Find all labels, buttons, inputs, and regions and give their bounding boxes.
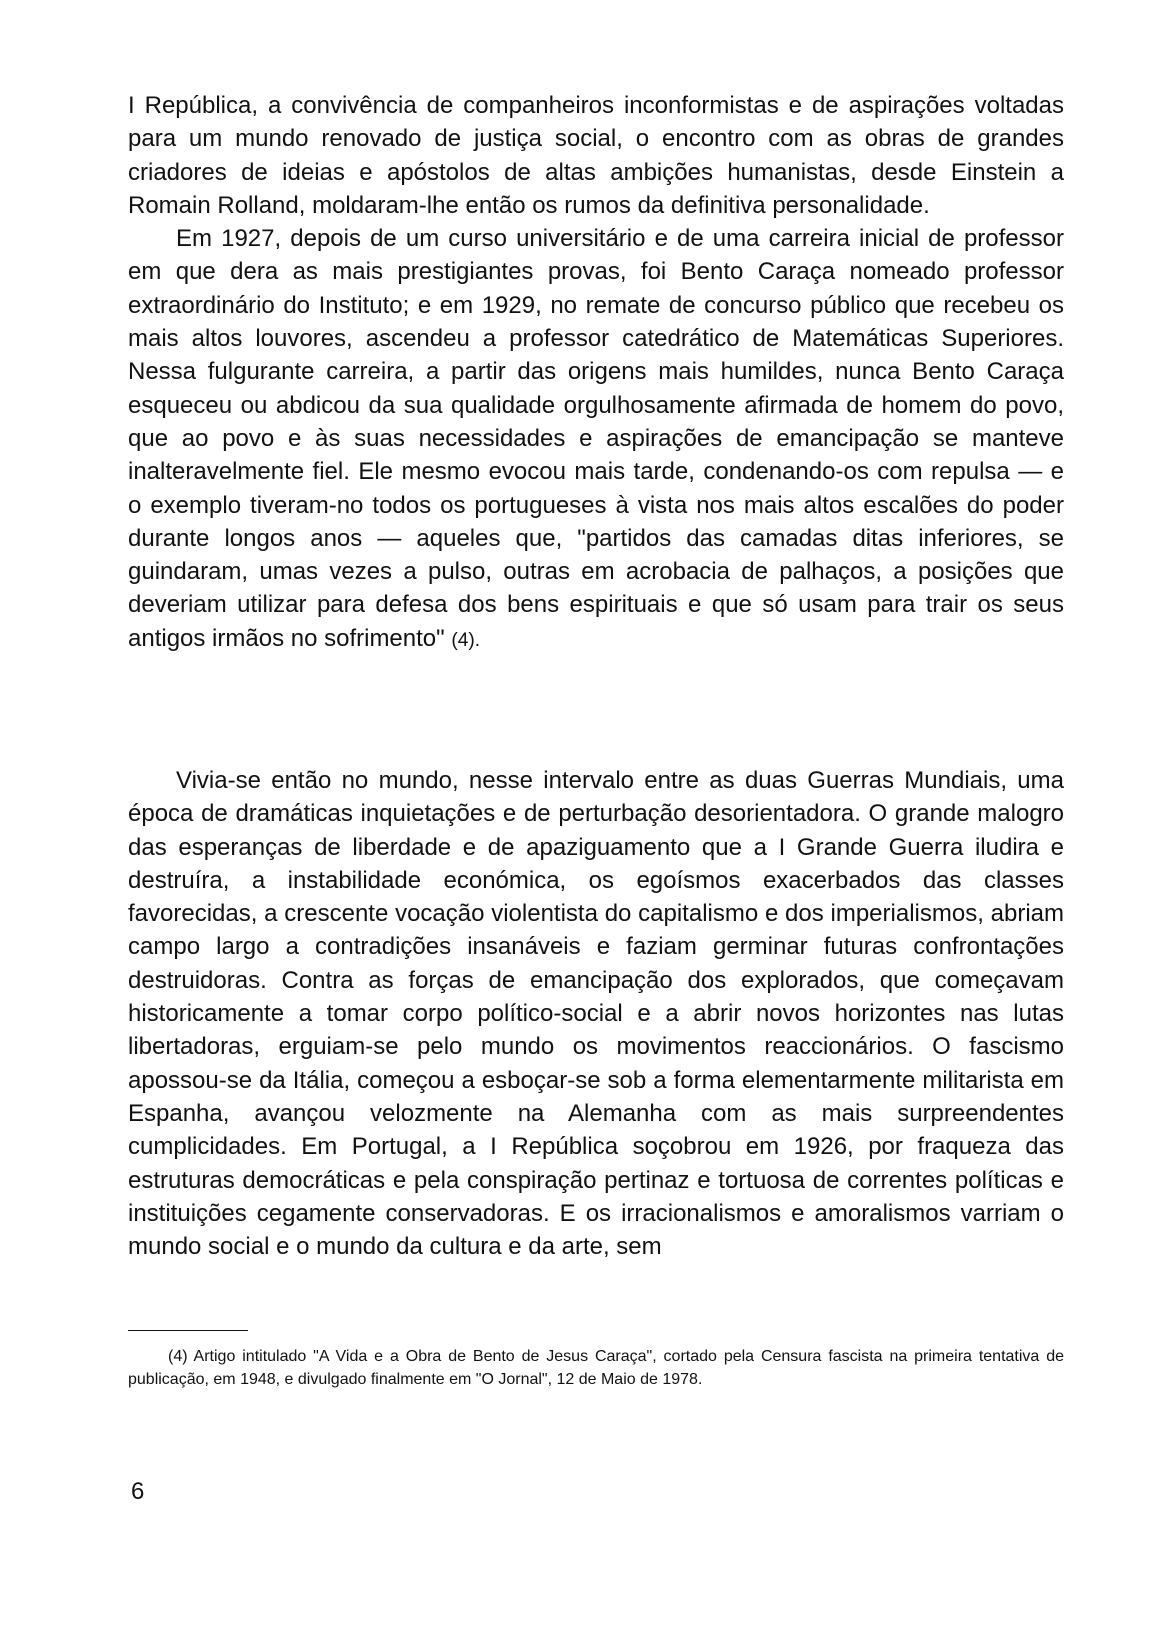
body-text-bottom — [128, 764, 1064, 1263]
footnote-reference: (4). — [451, 629, 481, 651]
paragraph-career-text: Em 1927, depois de um curso universitário e de uma carreira inicial de professor em que dera as mais prestigiantes provas, foi Bento Caraça nomeado professor extraordinário do Instituto; e em 1929, no remate de concurso público que recebeu os mais altos louvores, ascendeu a professor catedrático de Matemáticas Superiores. Nessa fulgurante carreira, a partir das origens mais humildes, nunca Bento Caraça esqueceu ou abdicou da sua qualidade orgulhosamente afirmada de homem do povo, que ao povo e às suas necessidades e aspirações de emancipação se manteve inalteravelmente fiel. Ele mesmo evocou mais tarde, condenando-os com repulsa — e o exemplo tiveram-no todos os portugueses à vista nos mais altos escalões do poder durante longos anos — aqueles que, "partidos das camadas ditas inferiores, se guindaram, umas vezes a pulso, outras em acrobacia de palhaços, a posições que deveriam utilizar para defesa dos bens espirituais e que só usam para trair os seus antigos irmãos no sofrimento" — [128, 225, 1064, 652]
footnote-text: (4) Artigo intitulado "A Vida e a Obra de Bento de Jesus Caraça", cortado pela Censura fascista na primeira tentativa de publicação, em 1948, e divulgado finalmente em "O Jornal", 12 de Maio de 1978. — [128, 1348, 1064, 1388]
paragraph-bento-caraca-career — [128, 222, 1064, 657]
paragraph-continuation: I República, a convivência de companheiros inconformistas e de aspirações voltadas para um mundo renovado de justiça social, o encontro com as obras de grandes criadores de ideias e apóstolos de altas ambições humanistas, desde Einstein a Romain Rolland, moldaram-lhe então os rumos da definitiva personalidade. — [128, 92, 1064, 219]
body-text-top — [128, 89, 1064, 657]
paragraph-interwar-period: Vivia-se então no mundo, nesse intervalo entre as duas Guerras Mundiais, uma época de dramáticas inquietações e de perturbação desorientadora. O grande malogro das esperanças de liberdade e de apaziguamento que a I Grande Guerra iludira e destruíra, a instabilidade económica, os egoísmos exacerbados das classes favorecidas, a crescente vocação violentista do capitalismo e dos imperialismos, abriam campo largo a contradições insanáveis e faziam germinar futuras confrontações destruidoras. Contra as forças de emancipação dos explorados, que começavam historicamente a tomar corpo político-social e a abrir novos horizontes nas lutas libertadoras, erguiam-se pelo mundo os movimentos reaccionários. O fascismo apossou-se da Itália, começou a esboçar-se sob a forma elementarmente militarista em Espanha, avançou velozmente na Alemanha com as mais surpreendentes cumplicidades. Em Portugal, a I República soçobrou em 1926, por fraqueza das estruturas democráticas e pela conspiração pertinaz e tortuosa de correntes políticas e instituições cegamente conservadoras. E os irracionalismos e amoralismos varriam o mundo social e o mundo da cultura e da arte, sem — [128, 767, 1064, 1261]
page-number: 6 — [131, 1478, 145, 1505]
footnote-divider — [128, 1330, 248, 1331]
